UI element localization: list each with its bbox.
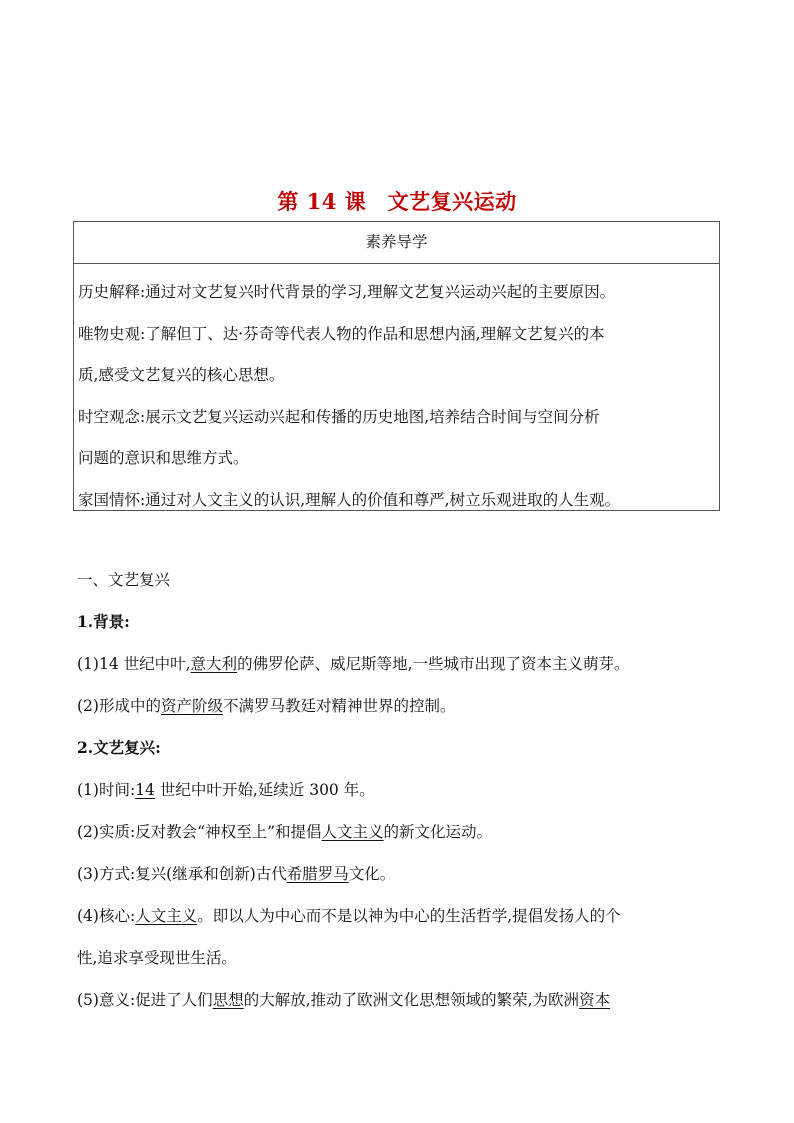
text: (3)方式:复兴(继承和创新)古代	[77, 865, 287, 883]
renaissance-item-4	[77, 895, 719, 937]
text: (1)14 世纪中叶,	[77, 655, 191, 673]
answer-blank: 资产阶级	[160, 697, 223, 715]
text: 。即以人为中心而不是以神为中心的生活哲学,提倡发扬人的个	[197, 907, 621, 925]
section-heading: 一、文艺复兴	[77, 571, 171, 589]
literacy-line-patriotism: 家国情怀:通过对人文主义的认识,理解人的价值和尊严,树立乐观进取的人生观。	[78, 490, 621, 509]
text: 不满罗马教廷对精神世界的控制。	[222, 697, 456, 715]
text: 世纪中叶开始,延续近 300 年。	[154, 781, 375, 799]
answer-blank: 人文主义	[321, 823, 384, 841]
literacy-guide-box	[73, 221, 720, 511]
literacy-line-materialism: 唯物史观:了解但丁、达·芬奇等代表人物的作品和思想内涵,理解文艺复兴的本	[78, 324, 605, 343]
page-title: 第 14 课 文艺复兴运动	[277, 189, 517, 214]
literacy-line-spacetime-cont: 问题的意识和思维方式。	[78, 449, 249, 467]
literacy-guide-header: 素养导学	[74, 222, 719, 264]
text: 文化。	[348, 865, 396, 883]
renaissance-heading: 2.文艺复兴:	[77, 738, 161, 757]
text: (2)形成中的	[77, 697, 161, 715]
text: (5)意义:促进了人们	[77, 991, 213, 1009]
literacy-guide-body	[74, 264, 719, 521]
text: (4)核心:	[77, 907, 136, 925]
literacy-line-materialism-cont: 质,感受文艺复兴的核心思想。	[78, 366, 285, 384]
answer-blank: 14	[135, 781, 155, 799]
renaissance-item-3	[77, 853, 719, 895]
text: 的大解放,推动了欧洲文化思想领域的繁荣,为欧洲	[243, 991, 580, 1009]
background-item-2	[77, 685, 719, 727]
renaissance-item-4-cont: 性,追求享受现世生活。	[77, 949, 237, 967]
renaissance-item-1	[77, 769, 719, 811]
answer-blank: 资本	[579, 991, 611, 1009]
literacy-line-history-interpretation: 历史解释:通过对文艺复兴时代背景的学习,理解文艺复兴运动兴起的主要原因。	[78, 283, 616, 301]
text: 的新文化运动。	[383, 823, 493, 841]
text: (1)时间:	[77, 781, 136, 799]
text: (2)实质:反对教会“神权至上”和提倡	[77, 823, 322, 841]
background-heading: 1.背景:	[77, 612, 130, 631]
literacy-line-spacetime: 时空观念:展示文艺复兴运动兴起和传播的历史地图,培养结合时间与空间分析	[78, 407, 600, 426]
answer-blank: 人文主义	[135, 907, 198, 925]
answer-blank: 意大利	[190, 655, 238, 673]
answer-blank: 思想	[212, 991, 244, 1009]
lesson-content	[77, 559, 719, 1021]
text: 的佛罗伦萨、威尼斯等地,一些城市出现了资本主义萌芽。	[237, 655, 630, 673]
background-item-1	[77, 643, 719, 685]
answer-blank: 希腊罗马	[286, 865, 349, 883]
renaissance-item-2	[77, 811, 719, 853]
renaissance-item-5	[77, 979, 719, 1021]
